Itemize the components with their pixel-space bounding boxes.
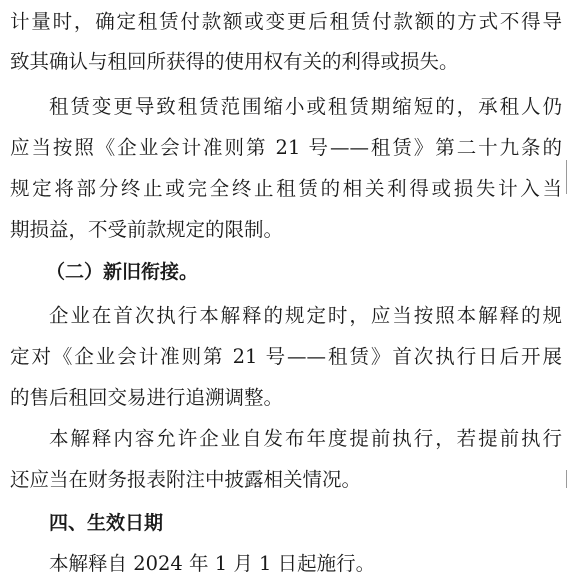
paragraph-line: 本解释自 2024 年 1 月 1 日起施行。: [49, 552, 376, 575]
paragraph-line: 定对《企业会计准则第 21 号——租赁》首次执行日后开展: [10, 345, 562, 368]
paragraph-line: 计量时，确定租赁付款额或变更后租赁付款额的方式不得导: [10, 10, 562, 33]
paragraph-line: 还应当在财务报表附注中披露相关情况。: [10, 468, 362, 491]
paragraph-line: 期损益，不受前款规定的限制。: [10, 218, 284, 241]
paragraph-line: 租赁变更导致租赁范围缩小或租赁期缩短的，承租人仍: [49, 95, 562, 118]
section-heading: （二）新旧衔接。: [46, 261, 199, 283]
paragraph-line: 应当按照《企业会计准则第 21 号——租赁》第二十九条的: [10, 136, 562, 159]
paragraph-line: 规定将部分终止或完全终止租赁的相关利得或损失计入当: [10, 177, 562, 200]
paragraph-line: 企业在首次执行本解释的规定时，应当按照本解释的规: [49, 304, 562, 327]
scan-artifact: [566, 160, 567, 194]
section-heading: 四、生效日期: [49, 512, 164, 534]
scan-artifact: [566, 470, 567, 488]
paragraph-line: 的售后租回交易进行追溯调整。: [10, 386, 284, 409]
paragraph-line: 致其确认与租回所获得的使用权有关的利得或损失。: [10, 50, 459, 73]
paragraph-line: 本解释内容允许企业自发布年度提前执行，若提前执行: [49, 427, 562, 450]
